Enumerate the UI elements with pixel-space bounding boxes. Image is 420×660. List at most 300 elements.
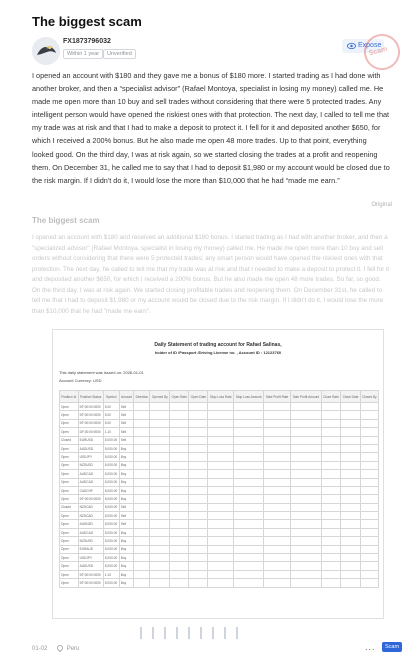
statement-cell [208,570,234,578]
statement-row [60,537,379,545]
statement-cell [134,486,150,494]
statement-cell [150,520,170,528]
statement-cell: 5,000.00 [103,537,119,545]
statement-cell [134,411,150,419]
statement-cell [234,461,264,469]
statement-cell [189,537,208,545]
statement-cell [189,411,208,419]
statement-cell [189,545,208,553]
statement-cell [170,570,189,578]
statement-cell: 5,000.00 [103,436,119,444]
statement-cell [264,520,291,528]
statement-row [60,545,379,553]
statement-cell: Buy [119,461,134,469]
statement-cell: Open [60,570,79,578]
location-pin-icon [56,644,64,652]
statement-cell [208,444,234,452]
post-body: I opened an account with $180 and they gave me a bonus of $180 more. I started trading as I had done with another broker, and then a “specialist advisor” (Rafael Montoya, specialist in losing my money) called me. He made me open more than 10 buy and sell trades without considering that there were 5 protected trades. Any intelligent person would have opened the riskiest ones with that protection. The next day, I called to tell me that my trade was at risk and that I had to make a deposit to protect it. I fell for it and deposited another $650, for which I received a 200% bonus. But he also made me open 48 more trades. Up to that point, everything looked good. On the third day, I was at risk again, so we started closing the trades at a profit and reopening them. On December 31, he called me to say that I had to deposit $1,980 or my account would be closed due to the risk margin. If I didn't do it, I would lose the more than $10,000 that he had “made me earn.” [32,71,390,185]
statement-cell [234,470,264,478]
avatar[interactable] [32,37,60,65]
statement-header-row [60,391,379,403]
statement-cell: DF:00:00:0000 [78,495,103,503]
statement-cell: Sell [119,512,134,520]
statement-cell [290,579,321,587]
statement-row [60,562,379,570]
statement-cell: AUDCAD [78,528,103,536]
statement-cell [290,512,321,520]
statement-cell [234,554,264,562]
statement-cell [264,503,291,511]
statement-cell [170,503,189,511]
statement-cell [170,470,189,478]
statement-cell [341,579,361,587]
statement-column-header: Take Profit Rate [264,391,291,403]
statement-cell: 5.00 [103,411,119,419]
statement-cell [150,528,170,536]
statement-cell: AUDNZD [78,520,103,528]
statement-cell [290,453,321,461]
statement-cell [134,503,150,511]
statement-body [60,403,379,588]
statement-cell: DF:00:00:0000 [78,579,103,587]
statement-cell [264,411,291,419]
statement-cell: Sell [119,520,134,528]
statement-cell [189,403,208,411]
statement-cell [264,562,291,570]
statement-cell: Buy [119,528,134,536]
statement-cell [150,403,170,411]
statement-cell [264,436,291,444]
statement-cell [134,579,150,587]
statement-cell [264,470,291,478]
statement-cell [134,403,150,411]
statement-cell [341,528,361,536]
statement-column-header: Stop Loss Amount [234,391,264,403]
statement-cell [170,461,189,469]
original-link[interactable]: Original [371,202,392,208]
statement-column-header: Position Status [78,391,103,403]
statement-cell [264,495,291,503]
statement-cell: Open [60,478,79,486]
statement-cell [189,478,208,486]
statement-cell [234,403,264,411]
statement-cell [150,554,170,562]
statement-cell: 5,000.00 [103,486,119,494]
eye-icon [347,42,356,50]
statement-cell: 5,000.00 [103,545,119,553]
statement-cell [290,570,321,578]
statement-cell [321,461,341,469]
translation-title: The biggest scam [32,216,100,225]
statement-cell [150,470,170,478]
statement-cell [170,545,189,553]
statement-cell [208,428,234,436]
statement-cell [360,436,378,444]
statement-cell [360,428,378,436]
statement-cell [208,461,234,469]
statement-cell [341,545,361,553]
statement-cell [341,419,361,427]
statement-cell [150,436,170,444]
statement-cell [264,537,291,545]
statement-cell: Sell [119,403,134,411]
statement-cell [134,419,150,427]
statement-cell [341,453,361,461]
statement-cell: Buy [119,478,134,486]
statement-cell [234,537,264,545]
statement-cell [360,537,378,545]
statement-cell [341,512,361,520]
statement-cell [208,453,234,461]
statement-cell [170,554,189,562]
statement-cell [208,528,234,536]
statement-cell [170,453,189,461]
statement-cell [170,520,189,528]
statement-cell [208,545,234,553]
statement-cell [321,528,341,536]
statement-cell [321,478,341,486]
statement-cell: Buy [119,495,134,503]
doc-header: Daily Statement of trading account for Rafael Salinas, [154,342,282,348]
statement-row [60,470,379,478]
statement-cell [341,486,361,494]
statement-cell [150,579,170,587]
statement-cell [360,470,378,478]
doc-issued: This daily statement was issued on: 2026-01-01 [59,370,144,375]
statement-cell: Buy [119,486,134,494]
statement-cell: 5,000.00 [103,520,119,528]
statement-cell [234,411,264,419]
statement-cell [150,537,170,545]
statement-cell [290,478,321,486]
statement-cell [360,528,378,536]
statement-cell [321,470,341,478]
statement-cell [170,512,189,520]
statement-cell [170,419,189,427]
statement-cell [264,461,291,469]
statement-row [60,495,379,503]
statement-cell: Sell [119,411,134,419]
statement-column-header: Symbol [103,391,119,403]
statement-cell: Open [60,411,79,419]
tag-verification: Unverified [103,49,136,59]
statement-row [60,503,379,511]
statement-column-header: Close Date [341,391,361,403]
statement-cell: Open [60,444,79,452]
statement-cell [360,486,378,494]
statement-cell [189,436,208,444]
statement-cell [360,562,378,570]
statement-cell [234,444,264,452]
statement-cell [341,520,361,528]
statement-cell [341,537,361,545]
statement-cell: 5,000.00 [103,461,119,469]
statement-cell [170,579,189,587]
statement-cell [341,411,361,419]
statement-cell: Buy [119,537,134,545]
statement-cell [321,562,341,570]
statement-cell: Open [60,579,79,587]
statement-cell [170,403,189,411]
statement-cell [360,512,378,520]
scam-badge[interactable]: Scam [382,642,402,652]
statement-cell [150,503,170,511]
statement-column-header: Stop Loss Rate [208,391,234,403]
statement-column-header: Open Rate [170,391,189,403]
statement-cell [208,403,234,411]
statement-cell: 5,000.00 [103,453,119,461]
statement-cell: Buy [119,453,134,461]
statement-cell [208,411,234,419]
statement-cell [150,453,170,461]
statement-cell: Open [60,486,79,494]
statement-cell [321,570,341,578]
statement-cell: 5.00 [103,403,119,411]
statement-cell [208,503,234,511]
statement-cell [134,545,150,553]
statement-cell [134,478,150,486]
statement-row [60,554,379,562]
statement-cell [360,503,378,511]
statement-cell [134,428,150,436]
statement-cell [170,528,189,536]
statement-cell [360,478,378,486]
statement-cell [189,428,208,436]
statement-cell: 5,000.00 [103,528,119,536]
statement-cell [264,403,291,411]
more-options-button[interactable]: ... [365,642,376,652]
statement-column-header: Open Date [189,391,208,403]
statement-cell: Sell [119,419,134,427]
statement-cell: Open [60,428,79,436]
statement-cell: USDJPY [78,554,103,562]
statement-cell [234,520,264,528]
statement-cell [290,419,321,427]
statement-cell [189,470,208,478]
statement-cell [134,537,150,545]
post-location: Peru [66,646,80,652]
statement-row [60,520,379,528]
statement-cell [290,444,321,452]
statement-cell [290,486,321,494]
statement-cell: Buy [119,562,134,570]
statement-cell [321,520,341,528]
statement-cell [341,436,361,444]
statement-row [60,436,379,444]
statement-cell: Buy [119,545,134,553]
statement-cell [264,419,291,427]
statement-cell: CADCHF [78,486,103,494]
statement-table [59,390,379,588]
tag-duration: Within 1 year [63,49,103,59]
statement-cell [290,403,321,411]
statement-cell [150,486,170,494]
statement-cell [134,453,150,461]
statement-cell [360,495,378,503]
statement-row [60,528,379,536]
doc-subheader: holder of ID /Passport /Driving License no. , Account ID : 12123760 [154,350,282,355]
statement-cell: 5,000.00 [103,503,119,511]
statement-column-header: Close Rate [321,391,341,403]
statement-cell: 5,000.00 [103,470,119,478]
statement-cell: DF:00:00:0000 [78,411,103,419]
statement-cell: Closed [60,436,79,444]
statement-cell [290,528,321,536]
statement-cell: Open [60,470,79,478]
statement-cell [264,570,291,578]
statement-cell [341,562,361,570]
statement-cell [170,428,189,436]
statement-cell [170,411,189,419]
statement-cell [234,570,264,578]
statement-cell [208,512,234,520]
statement-cell: NZDCAD [78,512,103,520]
statement-cell [321,411,341,419]
statement-cell [170,478,189,486]
statement-cell [134,528,150,536]
statement-cell [264,478,291,486]
statement-row [60,512,379,520]
statement-cell: Buy [119,444,134,452]
statement-cell [290,428,321,436]
statement-cell [234,528,264,536]
statement-cell [341,554,361,562]
statement-cell [290,537,321,545]
statement-cell [321,554,341,562]
statement-cell [264,428,291,436]
username[interactable]: FX1873796032 [63,38,111,45]
statement-row [60,411,379,419]
statement-cell [189,528,208,536]
statement-cell [360,411,378,419]
image-pagination[interactable] [140,627,280,639]
statement-cell [234,579,264,587]
statement-column-header: Position Id [60,391,79,403]
statement-row [60,486,379,494]
statement-cell [341,403,361,411]
statement-cell: Open [60,545,79,553]
statement-row [60,444,379,452]
statement-cell [150,411,170,419]
statement-cell [150,570,170,578]
statement-cell [170,495,189,503]
statement-cell [150,461,170,469]
statement-cell [360,520,378,528]
statement-cell [150,512,170,520]
statement-cell [208,495,234,503]
statement-cell: 5,000.00 [103,478,119,486]
statement-cell: DF:00:00:0000 [78,570,103,578]
statement-cell: Buy [119,470,134,478]
statement-cell: EURUSD [78,436,103,444]
statement-cell [360,403,378,411]
statement-cell: Open [60,554,79,562]
statement-cell [341,503,361,511]
post-title: The biggest scam [32,14,142,29]
statement-cell [134,495,150,503]
statement-cell [189,562,208,570]
statement-cell [189,419,208,427]
statement-cell [234,545,264,553]
statement-cell [150,495,170,503]
statement-cell: Open [60,495,79,503]
statement-cell: Open [60,537,79,545]
statement-column-header: Closed By [360,391,378,403]
statement-cell: NZDUSD [78,461,103,469]
statement-cell [134,444,150,452]
statement-cell [321,503,341,511]
statement-cell: Open [60,461,79,469]
statement-cell: 5,000.00 [103,512,119,520]
statement-cell: DF:00:00:0000 [78,419,103,427]
statement-cell [134,520,150,528]
statement-cell: AUDUSD [78,562,103,570]
statement-cell [189,570,208,578]
stamp-text: Scam [368,45,389,58]
statement-cell [290,562,321,570]
statement-cell [189,486,208,494]
statement-row [60,579,379,587]
statement-cell [234,486,264,494]
statement-cell [341,570,361,578]
statement-cell [150,444,170,452]
statement-cell [208,562,234,570]
evidence-image[interactable] [52,329,384,619]
statement-cell [341,444,361,452]
statement-cell [264,554,291,562]
statement-cell: 5,000.00 [103,554,119,562]
statement-cell [150,419,170,427]
statement-cell [321,444,341,452]
statement-cell: Open [60,512,79,520]
statement-cell [321,436,341,444]
eagle-avatar-icon [32,37,60,65]
statement-cell [208,419,234,427]
statement-cell [321,495,341,503]
statement-cell [150,545,170,553]
statement-cell [189,520,208,528]
statement-cell [170,537,189,545]
statement-cell [189,512,208,520]
statement-column-header: Take Profit Amount [290,391,321,403]
statement-cell [321,537,341,545]
statement-cell [341,470,361,478]
statement-cell [360,579,378,587]
statement-cell: 1.10 [103,570,119,578]
statement-cell: Sell [119,436,134,444]
statement-cell [341,461,361,469]
statement-cell: Closed [60,503,79,511]
statement-cell [189,444,208,452]
statement-cell [264,579,291,587]
statement-cell [134,461,150,469]
statement-cell [189,579,208,587]
statement-cell: Open [60,453,79,461]
statement-cell: AUDCAD [78,470,103,478]
statement-cell: Buy [119,579,134,587]
post-footer [32,645,79,652]
statement-cell [264,444,291,452]
statement-cell [189,503,208,511]
statement-cell [264,486,291,494]
post-date: 01-02 [32,646,48,652]
statement-cell: Open [60,528,79,536]
statement-cell [170,436,189,444]
statement-cell [321,545,341,553]
statement-cell [208,520,234,528]
statement-cell [234,512,264,520]
statement-cell: USDJPY [78,453,103,461]
